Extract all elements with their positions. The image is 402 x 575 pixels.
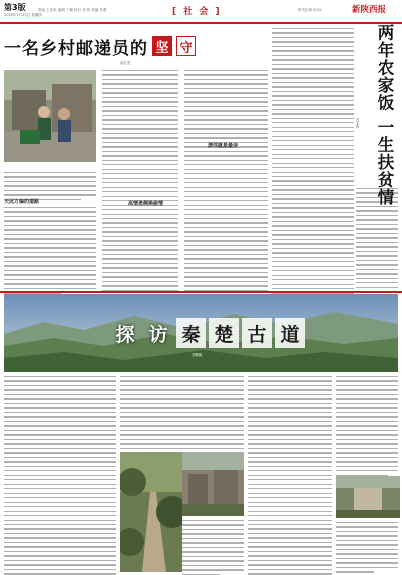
qinchu-body-col2b (182, 520, 244, 575)
qinchu-title-char-6: 道 (275, 318, 305, 348)
qinchu-title-char-1: 探 (115, 323, 135, 346)
qinchu-body-col3 (248, 376, 332, 575)
qinchu-photo-stone (336, 476, 400, 518)
page-number: 第3版 (4, 3, 26, 12)
postman-byline: 郝红蒙 (120, 61, 131, 65)
postman-body-col3 (184, 70, 268, 326)
postman-photo (4, 70, 96, 162)
postman-title-accent-2: 守 (176, 36, 196, 56)
page-date: 2020年7月23日 星期四 (4, 13, 42, 17)
postman-title-main: 一名乡村邮递员的 (4, 38, 148, 59)
qinchu-body-col4b (336, 522, 398, 575)
qinchu-headline (110, 318, 305, 348)
qinchu-title-char-4: 楚 (209, 318, 239, 348)
masthead (0, 0, 402, 24)
qinchu-byline: 刘敬魁 (192, 353, 203, 357)
qinchu-body-col4 (336, 376, 398, 479)
postman-body-col1b (4, 207, 96, 297)
qinchu-title-char-3: 秦 (176, 318, 206, 348)
section-label: [ 社 会 ] (172, 7, 222, 17)
newspaper-logo: 新陕西报 (352, 5, 387, 15)
qinchu-body-col1 (4, 376, 116, 575)
qinchu-photo-path (120, 452, 182, 572)
farmhouse-headline: 两年农家饭 一生扶贫情 (375, 24, 394, 206)
staff-line: 责编 王兆荣 编辑 丁鹏 校对 刘 伟 美编 朱蕾 (38, 8, 107, 12)
postman-subhead-1: 天远方偏的道路 (4, 199, 40, 205)
farmhouse-byline: 冯亚锋 (356, 118, 360, 129)
qinchu-title-char-5: 古 (242, 318, 272, 348)
postman-headline (4, 34, 196, 58)
postman-title-accent-1: 坚 (152, 36, 172, 56)
section-divider (0, 291, 402, 293)
issue-line: 时代纪事·2021 (298, 8, 323, 12)
postman-subhead-3: 漂邻就是最诗 (208, 143, 239, 149)
postman-body-col2 (102, 70, 178, 326)
postman-subhead-2: 高情勇侧换偷情 (128, 201, 164, 207)
qinchu-photo-ruins (182, 452, 244, 516)
qinchu-title-char-2: 访 (148, 323, 168, 346)
